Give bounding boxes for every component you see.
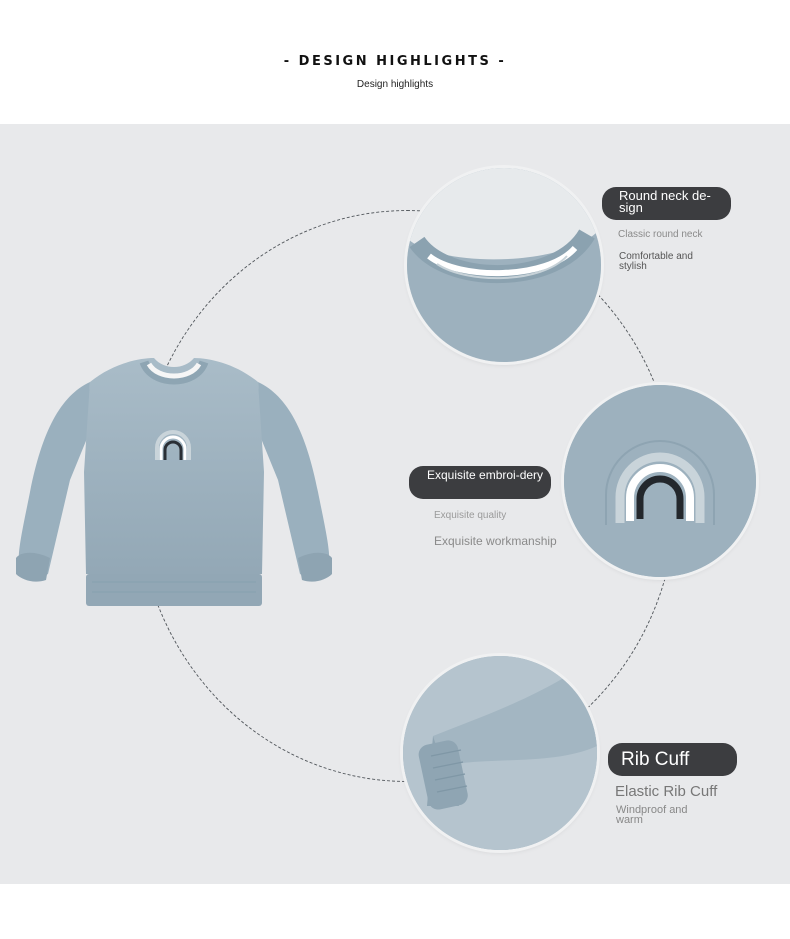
rib-cuff-line2: Windproof and warm bbox=[616, 804, 688, 826]
round-neck-badge-label: Round neck de-sign bbox=[619, 188, 711, 215]
rib-cuff-line1: Elastic Rib Cuff bbox=[615, 783, 718, 800]
header bbox=[0, 0, 790, 124]
footer-space bbox=[0, 884, 790, 939]
embroidery-badge bbox=[409, 466, 551, 499]
sweater-image bbox=[12, 352, 336, 614]
round-neck-badge bbox=[602, 187, 731, 220]
rib-cuff-badge-label: Rib Cuff bbox=[621, 749, 690, 770]
embroidery-closeup bbox=[564, 385, 756, 577]
section-subtitle: Design highlights bbox=[356, 79, 434, 90]
embroidery-line2: Exquisite workmanship bbox=[434, 534, 557, 548]
embroidery-badge-label: Exquisite embroi-dery bbox=[427, 468, 544, 482]
section-title: - DESIGN HIGHLIGHTS - bbox=[283, 54, 507, 69]
embroidery-line1: Exquisite quality bbox=[434, 510, 507, 521]
cuff-closeup bbox=[403, 656, 597, 850]
rib-cuff-badge bbox=[608, 743, 737, 776]
round-neck-line2: Comfortable and stylish bbox=[619, 251, 693, 272]
round-neck-line1: Classic round neck bbox=[618, 229, 703, 240]
neckline-closeup bbox=[407, 168, 601, 362]
